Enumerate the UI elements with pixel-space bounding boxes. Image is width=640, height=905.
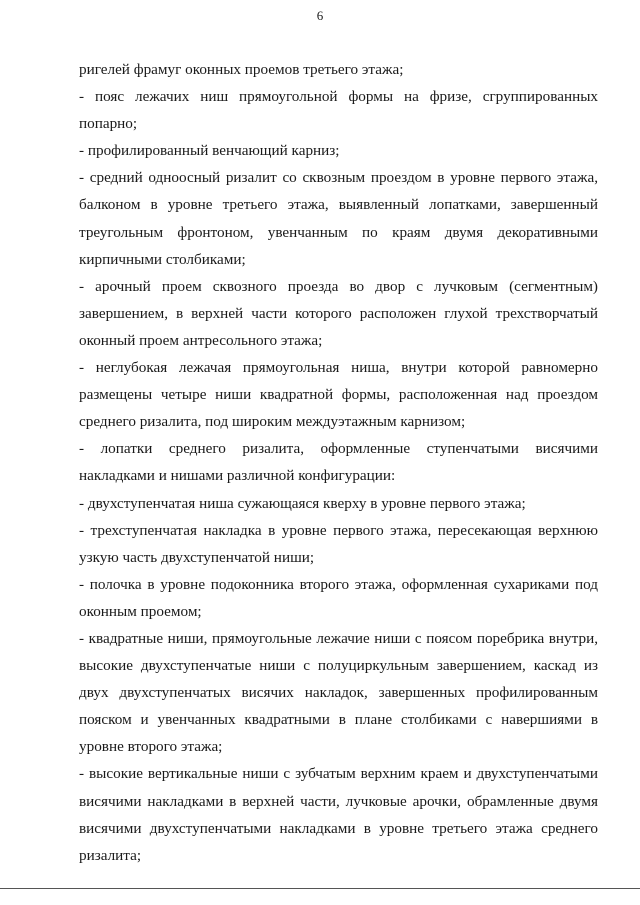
scan-edge-divider — [0, 888, 640, 889]
paragraph: - неглубокая лежачая прямоугольная ниша, внутри которой равномерно размещены четыре ниши квадратной формы, расположенная над проездом среднего ризалита, под широким междуэтажным карнизом; — [79, 359, 598, 431]
document-body — [79, 56, 598, 869]
paragraph: - двухступенчатая ниша сужающаяся кверху в уровне первого этажа; — [79, 494, 526, 512]
paragraph: - профилированный венчающий карниз; — [79, 142, 340, 160]
paragraph: - квадратные ниши, прямоугольные лежачие ниши с поясом поребрика внутри, высокие двухступенчатые ниши с полуциркульным завершением, каскад из двух двухступенчатых висячих накладок, завершенных профилированным пояском и увенчанных квадратными в плане столбиками с навершиями в уровне второго этажа; — [79, 629, 598, 756]
paragraph: - трехступенчатая накладка в уровне первого этажа, пересекающая верхнюю узкую часть двухступенчатой ниши; — [79, 521, 598, 566]
paragraph: - высокие вертикальные ниши с зубчатым верхним краем и двухступенчатыми висячими накладками в верхней части, лучковые арочки, обрамленные двумя висячими двухступенчатыми накладками в уровне третьего этажа среднего ризалита; — [79, 765, 598, 864]
paragraph: - лопатки среднего ризалита, оформленные ступенчатыми висячими накладками и нишами различной конфигурации: — [79, 440, 598, 485]
paragraph: - средний одноосный ризалит со сквозным проездом в уровне первого этажа, балконом в уровне третьего этажа, выявленный лопатками, завершенный треугольным фронтоном, увенчанным по краям двумя декоративными кирпичными столбиками; — [79, 169, 598, 268]
paragraph: - пояс лежачих ниш прямоугольной формы на фризе, сгруппированных попарно; — [79, 88, 598, 133]
page-number: 6 — [316, 8, 324, 23]
paragraph: ригелей фрамуг оконных проемов третьего этажа; — [79, 61, 404, 78]
paragraph: - арочный проем сквозного проезда во двор с лучковым (сегментным) завершением, в верхней части которого расположен глухой трехстворчатый оконный проем антресольного этажа; — [79, 277, 598, 349]
paragraph: - полочка в уровне подоконника второго этажа, оформленная сухариками под оконным проемом; — [79, 575, 598, 620]
